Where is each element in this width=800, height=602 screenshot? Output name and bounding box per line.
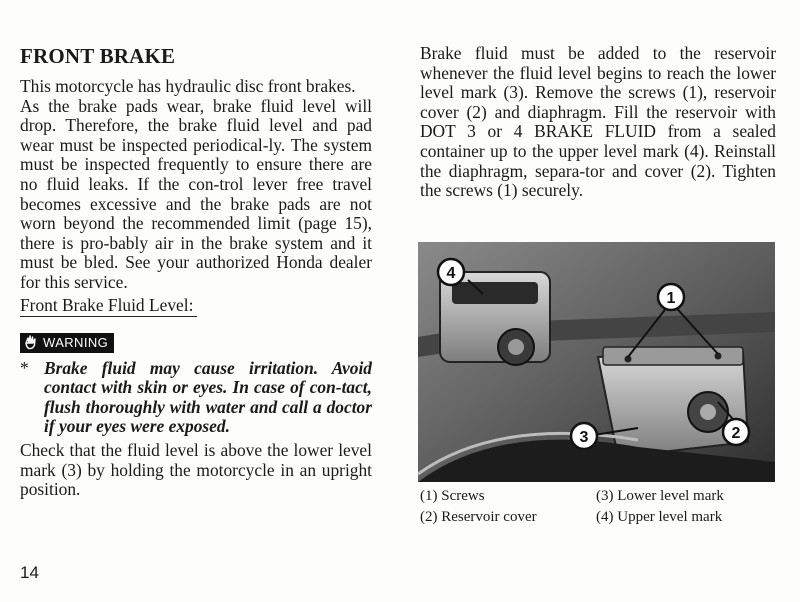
caption-screws: (1) Screws	[420, 488, 485, 504]
reservoir-photo	[418, 242, 775, 482]
intro-paragraph: This motorcycle has hydraulic disc front brakes.	[20, 76, 356, 96]
warning-hand-icon	[24, 335, 40, 350]
check-paragraph: Check that the fluid level is above the lower level mark (3) by holding the motorcycle in an upright position.	[20, 439, 372, 500]
photo-captions	[420, 486, 760, 527]
warning-label: WARNING	[43, 334, 109, 350]
callout-1	[658, 284, 684, 310]
warning-bullet: *	[20, 357, 29, 378]
callout-4	[438, 259, 464, 285]
page-number: 14	[20, 563, 39, 582]
callout-1-label: 1	[666, 290, 676, 307]
add-fluid-paragraph: Brake fluid must be added to the reservoir whenever the fluid level begins to reach the lower level mark (3). Remove the screws (1), reservoir cover (2) and diaphragm. Fill the reservoir with DOT 3 or 4 BRAKE FLUID from a sealed container up to the upper level mark (4). Reinstall the diaphragm, separa-tor and cover (2). Tighten the screws (1) securely.	[420, 43, 776, 201]
fluid-level-subheading: Front Brake Fluid Level:	[20, 295, 197, 317]
caption-reservoir-cover: (2) Reservoir cover	[420, 509, 537, 525]
caption-lower-level-mark: (3) Lower level mark	[596, 488, 724, 504]
section-heading: FRONT BRAKE	[20, 44, 176, 68]
caption-upper-level-mark: (4) Upper level mark	[596, 509, 723, 525]
warning-text: Brake fluid may cause irritation. Avoid contact with skin or eyes. In case of con-tact, flush thoroughly with water and call a doctor if your eyes were exposed.	[44, 357, 372, 437]
callout-3	[571, 423, 597, 449]
callout-3-label: 3	[579, 429, 589, 446]
callout-2	[723, 419, 749, 445]
callout-2-label: 2	[731, 425, 741, 442]
warning-badge	[20, 333, 114, 353]
right-column	[420, 44, 776, 201]
warning-block	[20, 359, 372, 437]
callout-4-label: 4	[446, 265, 456, 282]
brake-wear-paragraph: As the brake pads wear, brake fluid level will drop. Therefore, the brake fluid level and pad wear must be inspected periodical-ly. The system must be inspected frequently to ensure there are no fluid leaks. If the con-trol lever free travel becomes excessive and the brake pads are not worn beyond the recommended limit (page 15), there is pro-bably air in the brake system and it must be bled. See your authorized Honda dealer for this service.	[20, 95, 372, 292]
left-column	[20, 44, 372, 500]
